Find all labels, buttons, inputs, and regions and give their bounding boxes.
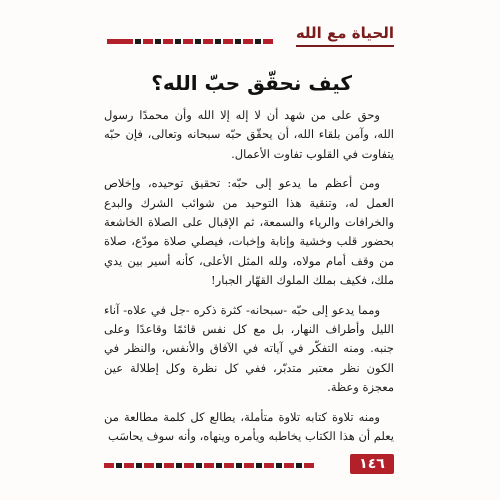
stripe-segment (143, 39, 153, 44)
stripe-segment (204, 463, 214, 468)
stripe-segment (255, 39, 261, 44)
stripe-segment (304, 463, 314, 468)
stripe-segment (183, 39, 193, 44)
header-logo-underline (296, 45, 394, 47)
body-text (104, 106, 394, 457)
stripe-segment (116, 463, 122, 468)
stripe-segment (175, 39, 181, 44)
stripe-segment (156, 463, 162, 468)
stripe-segment (155, 39, 161, 44)
stripe-segment (216, 463, 222, 468)
stripe-segment (144, 463, 154, 468)
page-number: ١٤٦ (350, 454, 394, 474)
stripe-segment (264, 463, 274, 468)
stripe-segment (104, 463, 114, 468)
stripe-segment (236, 463, 242, 468)
stripe-segment (176, 463, 182, 468)
stripe-segment (284, 463, 294, 468)
stripe-segment (124, 463, 134, 468)
stripe-segment (163, 39, 173, 44)
stripe-segment (296, 463, 302, 468)
stripe-segment (276, 463, 282, 468)
stripe-segment (256, 463, 262, 468)
chapter-title: كيف نحقّق حبّ الله؟ (151, 71, 352, 96)
paragraph: ومنه تلاوة كتابه تلاوة متأملة، يطالع كل كلمة مطالعة من يعلم أن هذا الكتاب يخاطبه ويأمره وينهاه، وأنه سوف يحاسَب (104, 409, 394, 444)
stripe-segment (235, 39, 241, 44)
stripe-segment (136, 463, 142, 468)
stripe-segment (203, 39, 213, 44)
header-divider-stripe (105, 37, 315, 45)
footer-divider-stripe (102, 461, 374, 469)
stripe-segment (263, 39, 273, 44)
paragraph: ومن أعظم ما يدعو إلى حبّه: تحقيق توحيده، وإخلاص العمل له، وتنقية هذا التوحيد من شوائب الشرك والبدع والخرافات والرياء والسمعة، ثم الإقبال على الصلاة الخاشعة بحضور قلب وخشية وإنابة وإخبات، فيصلي صلاة مودّع، صلاة من وقف أمام مولاه، ولله المثل الأعلى، كأنه أسير بين يدي ملك، فكيف بملك الملوك القهّار الجبار! (104, 176, 394, 288)
header-logo-text: الحياة مع الله (295, 24, 394, 42)
stripe-segment (184, 463, 194, 468)
stripe-segment (243, 39, 253, 44)
stripe-segment (244, 463, 254, 468)
stripe-segment (224, 463, 234, 468)
stripe-segment (107, 39, 133, 44)
stripe-segment (223, 39, 233, 44)
stripe-segment (195, 39, 201, 44)
stripe-segment (135, 39, 141, 44)
stripe-segment (215, 39, 221, 44)
stripe-segment (196, 463, 202, 468)
stripe-segment (164, 463, 174, 468)
paragraph: ومما يدعو إلى حبّه -سبحانه- كثرة ذكره -جل في علاه- آناء الليل وأطراف النهار، بل مع كل نفس قائمًا وقاعدًا وعلى جنبه. ومنه التفكّر في آياته في الآفاق والأنفس، والنظر في الكون نظر معتبر متدبّر، ففي كل نظرة وكل إطلالة عين معجزة وعظة. (104, 302, 394, 395)
paragraph: وحق على من شهد أن لا إله إلا الله وأن محمدًا رسول الله، وآمن بلقاء الله، أن يحقّق حبّه سبحانه وتعالى، فإن حبّه يتفاوت في القلوب تفاوت الأعمال. (104, 108, 394, 161)
